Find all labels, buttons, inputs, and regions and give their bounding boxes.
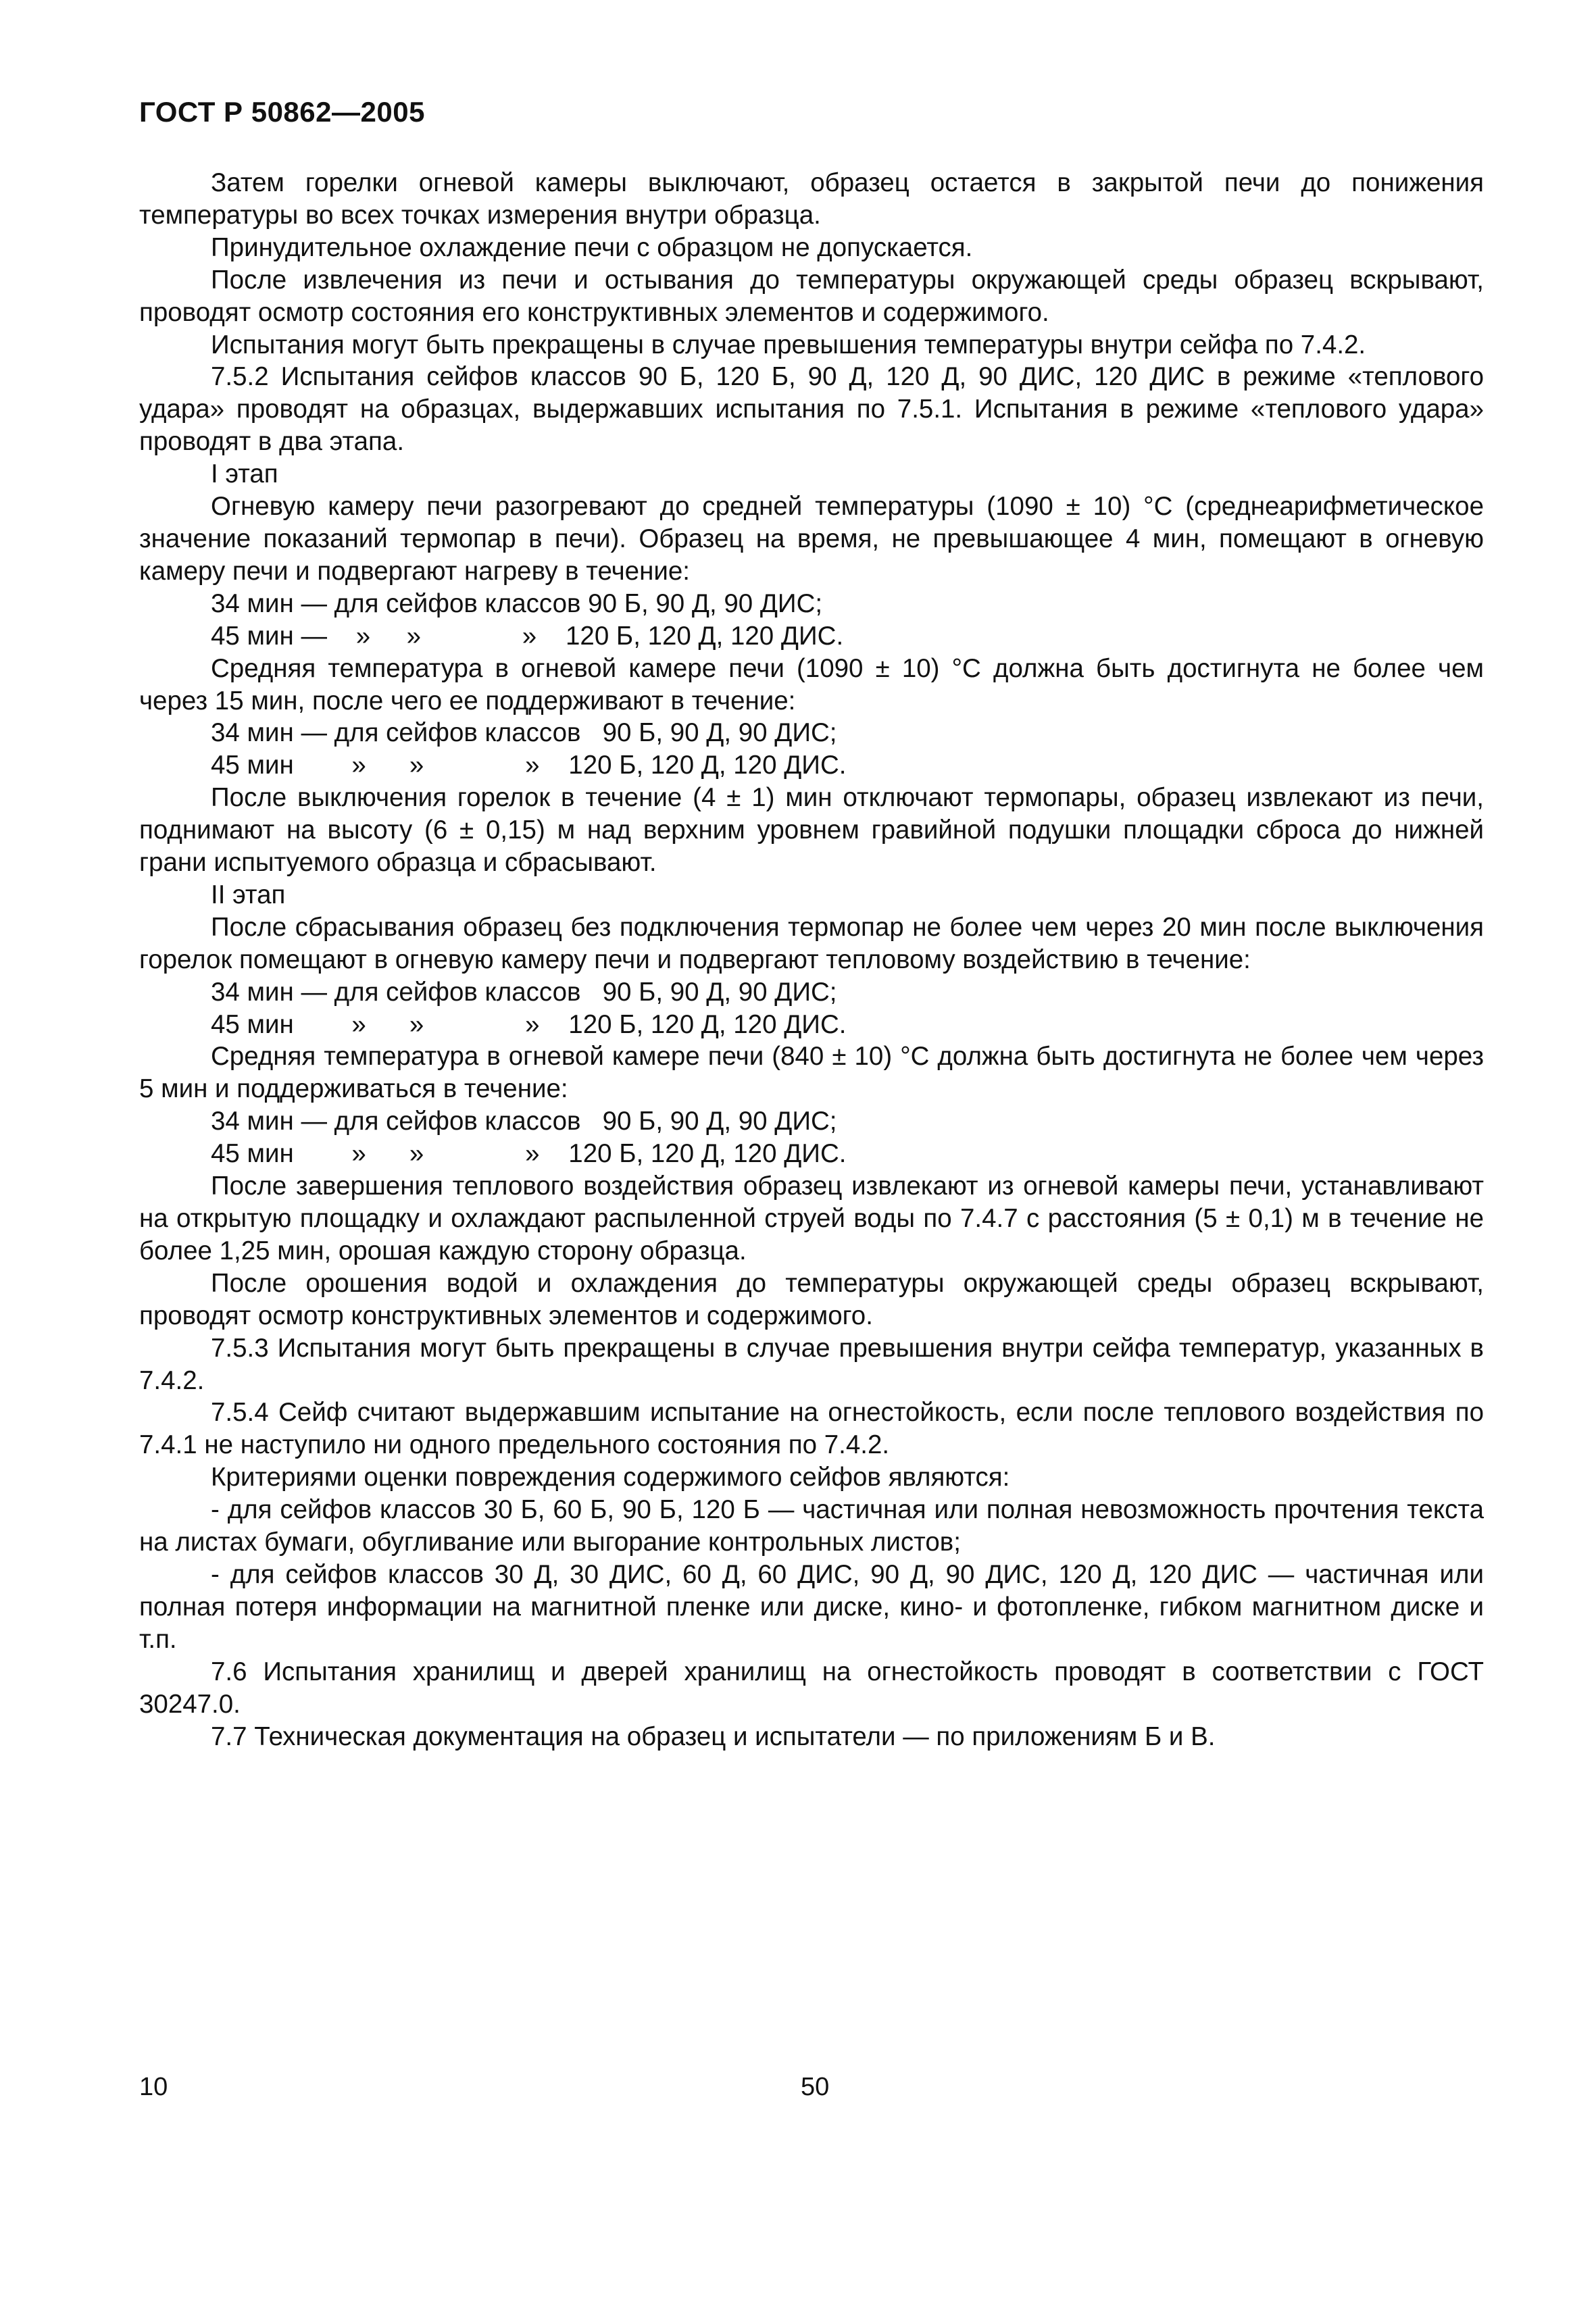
paragraph: После орошения водой и охлаждения до температуры окружающей среды образец вскрывают, проводят осмотр конструктивных элементов и содержимого.	[139, 1268, 1484, 1330]
paragraph: После выключения горелок в течение (4 ± 1) мин отключают термопары, образец извлекают из печи, поднимают на высоту (6 ± 0,15) м над верхним уровнем гравийной подушки площадки сброса до нижней грани испытуемого образца и сбрасывают.	[139, 783, 1484, 878]
criteria-item: - для сейфов классов 30 Д, 30 ДИС, 60 Д, 60 ДИС, 90 Д, 90 ДИС, 120 Д, 120 ДИС — частичная или полная потеря информации на магнитной пленке или диске, кино- и фотопленке, гибком магнитном диске и т.п.	[139, 1559, 1484, 1654]
paragraph: Затем горелки огневой камеры выключают, образец остается в закрытой печи до понижения температуры во всех точках измерения внутри образца.	[139, 168, 1484, 230]
stage-2-heading: II этап	[211, 880, 286, 909]
paragraph: Критериями оценки повреждения содержимого сейфов являются:	[211, 1463, 1010, 1492]
clause-7-7: 7.7 Техническая документация на образец и испытатели — по приложениям Б и В.	[211, 1721, 1216, 1751]
list-item: 45 мин » » » 120 Б, 120 Д, 120 ДИС.	[211, 1139, 847, 1169]
list-item: 34 мин — для сейфов классов 90 Б, 90 Д, 90 ДИС;	[211, 718, 837, 748]
clause-7-5-2: 7.5.2 Испытания сейфов классов 90 Б, 120 Б, 90 Д, 120 Д, 90 ДИС, 120 ДИС в режиме «теплового удара» проводят на образцах, выдержавших испытания по 7.5.1. Испытания в режиме «теплового удара» проводят в два этапа.	[139, 362, 1484, 457]
list-item: 34 мин — для сейфов классов 90 Б, 90 Д, 90 ДИС;	[211, 977, 837, 1007]
document-header: ГОСТ Р 50862—2005	[139, 96, 425, 128]
document-body	[139, 167, 1484, 1753]
list-item: 34 мин — для сейфов классов 90 Б, 90 Д, 90 ДИС;	[211, 588, 823, 618]
paragraph: После извлечения из печи и остывания до температуры окружающей среды образец вскрывают, проводят осмотр состояния его конструктивных элементов и содержимого.	[139, 265, 1484, 327]
list-item: 45 мин » » » 120 Б, 120 Д, 120 ДИС.	[211, 1009, 847, 1039]
paragraph: После завершения теплового воздействия образец извлекают из огневой камеры печи, устанавливают на открытую площадку и охлаждают распыленной струей воды по 7.4.7 с расстояния (5 ± 0,1) м в течение не более 1,25 мин, орошая каждую сторону образца.	[139, 1172, 1484, 1265]
clause-7-6: 7.6 Испытания хранилищ и дверей хранилищ на огнестойкость проводят в соответствии с ГОСТ 30247.0.	[139, 1657, 1484, 1719]
paragraph: Испытания могут быть прекращены в случае превышения температуры внутри сейфа по 7.4.2.	[211, 330, 1366, 359]
page-number: 10	[139, 2073, 168, 2101]
paragraph: Средняя температура в огневой камере печи (1090 ± 10) °С должна быть достигнута не более чем через 15 мин, после чего ее поддерживают в течение:	[139, 653, 1484, 715]
sheet-number: 50	[801, 2073, 830, 2101]
paragraph: После сбрасывания образец без подключения термопар не более чем через 20 мин после выключения горелок помещают в огневую камеру печи и подвергают тепловому воздействию в течение:	[139, 912, 1484, 974]
clause-7-5-3: 7.5.3 Испытания могут быть прекращены в случае превышения внутри сейфа температур, указанных в 7.4.2.	[139, 1333, 1484, 1395]
stage-1-heading: I этап	[211, 459, 278, 489]
paragraph: Принудительное охлаждение печи с образцом не допускается.	[211, 232, 973, 262]
list-item: 45 мин — » » » 120 Б, 120 Д, 120 ДИС.	[211, 621, 844, 651]
list-item: 45 мин » » » 120 Б, 120 Д, 120 ДИС.	[211, 751, 847, 780]
paragraph: Средняя температура в огневой камере печи (840 ± 10) °С должна быть достигнута не более чем через 5 мин и поддерживаться в течение:	[139, 1042, 1484, 1104]
criteria-item: - для сейфов классов 30 Б, 60 Б, 90 Б, 120 Б — частичная или полная невозможность прочтения текста на листах бумаги, обугливание или выгорание контрольных листов;	[139, 1495, 1484, 1557]
clause-7-5-4: 7.5.4 Сейф считают выдержавшим испытание на огнестойкость, если после теплового воздействия по 7.4.1 не наступило ни одного предельного состояния по 7.4.2.	[139, 1398, 1484, 1460]
list-item: 34 мин — для сейфов классов 90 Б, 90 Д, 90 ДИС;	[211, 1107, 837, 1136]
paragraph: Огневую камеру печи разогревают до средней температуры (1090 ± 10) °С (среднеарифметическое значение показаний термопар в печи). Образец на время, не превышающее 4 мин, помещают в огневую камеру печи и подвергают нагреву в течение:	[139, 492, 1484, 586]
